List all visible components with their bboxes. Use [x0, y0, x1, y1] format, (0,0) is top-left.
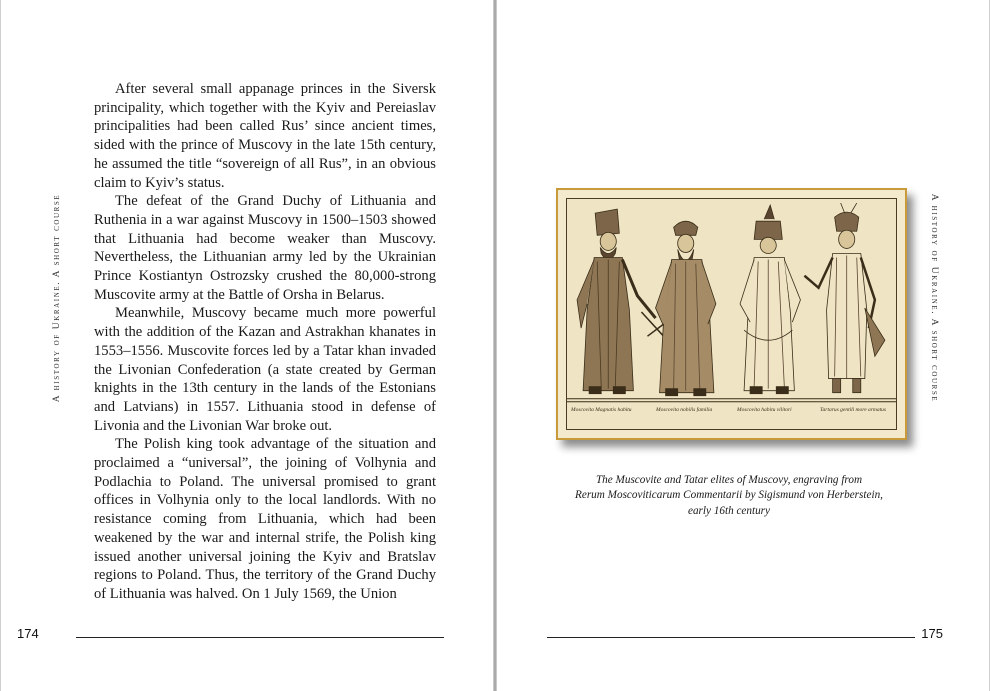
- caption-line: The Muscovite and Tatar elites of Muscovy, engraving from: [595, 474, 863, 486]
- figure-caption: [549, 473, 909, 519]
- footer-rule-left: [76, 637, 444, 638]
- paragraph-4: The Polish king took advantage of the situation and proclaimed a “universal”, the joining of Volhynia and Podlachia to Poland. The universal promised to grant offices in Volhynia only to the local landlords. With no resistance coming from Lithuania, which had been weakened by the war and internal strife, the Polish king issued another universal joining the Kyiv and Bratslav regions to Poland. Thus, the territory of the Grand Duchy of Lithuania was halved. On 1 July 1569, the Union: [94, 436, 436, 602]
- right-page: [497, 0, 990, 691]
- paragraph-3: Meanwhile, Muscovy became much more powerful with the addition of the Kazan and Astrakhan khanates in 1553–1556. Muscovite forces led by a Tatar khan invaded the Livonian Confederation (a state created by German knights in the 13th century in the lands of the Estonians and Latvians) in 1557. Lithuania stood in defense of Livonia and the Livonian War broke out.: [94, 305, 436, 434]
- figure-noble: [647, 221, 715, 396]
- paragraph-2: The defeat of the Grand Duchy of Lithuania and Ruthenia in a war against Muscovy in 1500–1503 showed that Lithuania had become weaker than Muscovy. Nevertheless, the Lithuanian army led by the Ukrainian Prince Kostiantyn Ostrozsky crushed the 80,000-strong Muscovite army at the Battle of Orsha in Belarus.: [94, 193, 436, 303]
- engraving-label: Moscovita nobilis familia: [656, 407, 713, 413]
- engraving-label: Moscovita habitu vilitori: [737, 407, 792, 413]
- footer-rule-right: [547, 637, 915, 638]
- running-head-left: A history of Ukraine. A short course: [52, 193, 62, 403]
- figure-tatar: [804, 203, 884, 393]
- caption-line: early 16th century: [687, 504, 771, 517]
- figure-magnate: [577, 209, 664, 394]
- engraving-figure: [556, 188, 907, 440]
- figure-muscovite: [740, 205, 800, 394]
- engraving-illustration: [567, 199, 896, 429]
- caption-line: Rerum Moscoviticarum Commentarii by Sigismund von Herberstein,: [575, 489, 883, 502]
- page-edge: [0, 0, 1, 691]
- page-number-left: 174: [17, 626, 39, 641]
- running-head-right: A history of Ukraine. A short course: [929, 193, 939, 403]
- page-number-right: 175: [921, 626, 943, 641]
- left-page: [0, 0, 494, 691]
- paragraph-1: After several small appanage princes in the Siversk principality, which together with the Kyiv and Pereiaslav principalities had been called Rus’ since ancient times, sided with the prince of Muscovy in the late 15th century, he assumed the title “sovereign of all Rus”, in an obvious claim to Kyiv’s status.: [94, 81, 436, 191]
- engraving-label: Tartarus gentili more armatus: [820, 407, 887, 413]
- engraving-label: Moscovita Magnatis habitu: [571, 407, 632, 413]
- engraving-image: [566, 198, 897, 430]
- body-text: [94, 80, 436, 604]
